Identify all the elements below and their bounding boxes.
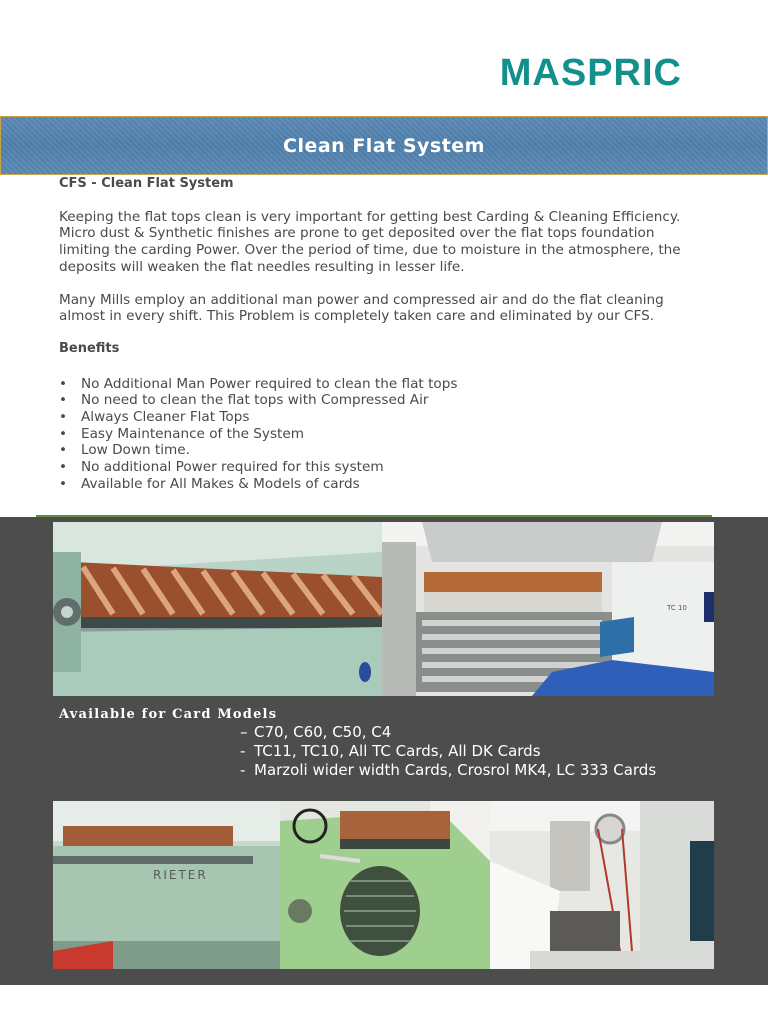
model-item: - TC11, TC10, All TC Cards, All DK Cards <box>240 742 541 760</box>
benefit-item: • No additional Power required for this system <box>59 459 699 476</box>
photo-card-gearbox <box>490 801 714 969</box>
section-subtitle: CFS - Clean Flat System <box>59 176 234 191</box>
rieter-label: RIETER <box>153 868 208 882</box>
intro-paragraph-1: Keeping the flat tops clean is very important for getting best Carding & Cleaning Efficiency. Micro dust & Synthetic finishes are prone to get deposited over the flat tops foundation limiting the carding Power. Over the period of time, due to moisture in the atmosphere, the deposits will weaken the flat needles resulting in lesser life. <box>59 208 681 275</box>
model-item: – C70, C60, C50, C4 <box>240 723 392 741</box>
tc10-label: TC 10 <box>667 604 687 612</box>
benefits-list <box>59 376 699 493</box>
photo-green-card-side <box>280 801 490 969</box>
photo-tc10-machine <box>382 522 714 696</box>
title-banner <box>0 116 768 175</box>
photo-card-brush-roller <box>53 522 382 696</box>
benefits-heading: Benefits <box>59 340 120 356</box>
main-content <box>59 176 699 493</box>
benefit-item: • Easy Maintenance of the System <box>59 426 699 443</box>
card-models-list <box>240 723 656 780</box>
benefit-item: • No Additional Man Power required to clean the flat tops <box>59 376 699 393</box>
banner-title: Clean Flat System <box>283 134 485 157</box>
intro-paragraph-2: Many Mills employ an additional man power and compressed air and do the flat cleaning almost in every shift. This Problem is completely taken care and eliminated by our CFS. <box>59 291 664 325</box>
photo-rieter-card <box>53 801 280 969</box>
card-models-heading: Available for Card Models <box>59 707 278 722</box>
benefit-item: • Available for All Makes & Models of cards <box>59 476 699 493</box>
benefit-item: • Low Down time. <box>59 442 699 459</box>
maspric-logo: MASPRIC <box>499 52 682 94</box>
benefit-item: • Always Cleaner Flat Tops <box>59 409 699 426</box>
benefit-item: • No need to clean the flat tops with Compressed Air <box>59 392 699 409</box>
model-item: - Marzoli wider width Cards, Crosrol MK4, LC 333 Cards <box>240 761 657 779</box>
